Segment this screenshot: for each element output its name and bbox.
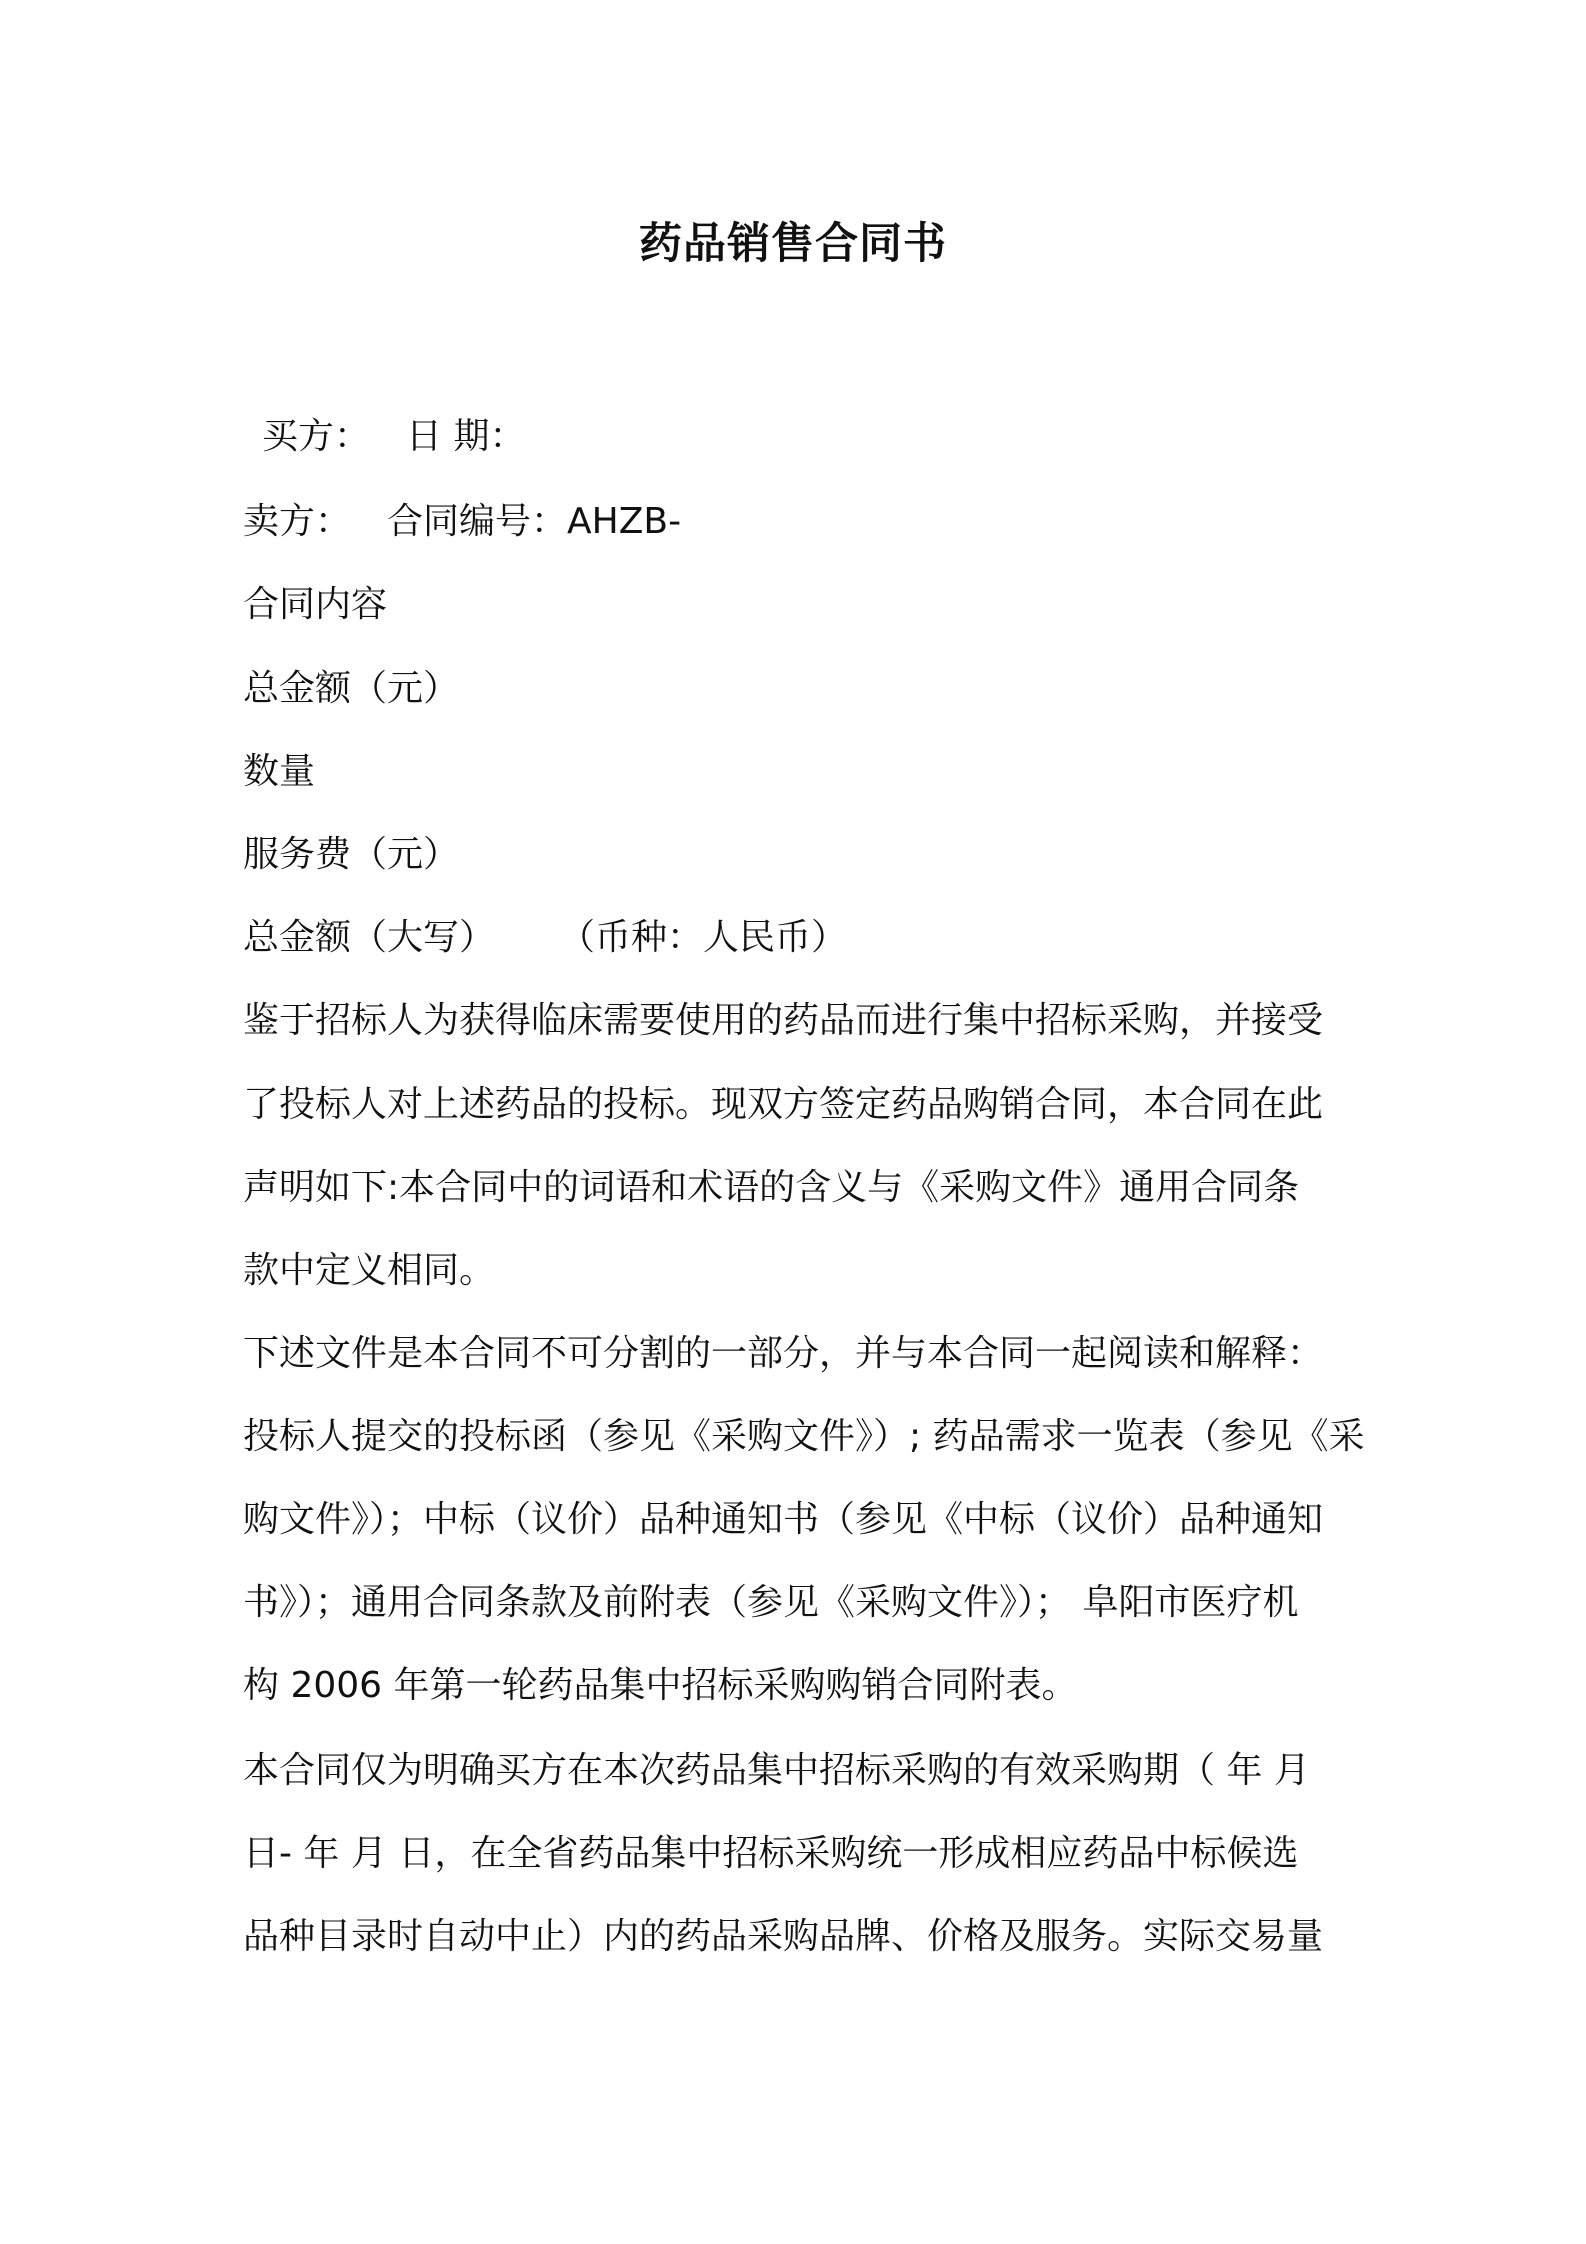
body-line-6: 投标人提交的投标函（参见《采购文件》）; 药品需求一览表（参见《采 <box>243 1416 1365 1457</box>
buyer-date-row <box>262 412 525 462</box>
body-line-1: 鉴于招标人为获得临床需要使用的药品而进行集中招标采购，并接受 <box>243 1000 1324 1041</box>
body-line-5: 下述文件是本合同不可分割的一部分，并与本合同一起阅读和解释： <box>243 1333 1324 1374</box>
total-amount-caps-row <box>243 913 847 963</box>
buyer-label: 买方： <box>262 416 371 457</box>
body-line-4: 款中定义相同。 <box>243 1250 496 1291</box>
seller-label: 卖方： <box>243 501 352 542</box>
body-line-2: 了投标人对上述药品的投标。现双方签定药品购销合同，本合同在此 <box>243 1084 1324 1125</box>
date-label: 日 期： <box>406 416 526 457</box>
contract-content-label: 合同内容 <box>243 584 388 625</box>
total-amount-caps-label: 总金额（大写） <box>243 917 496 958</box>
contract-number-label: 合同编号：AHZB- <box>387 501 682 542</box>
body-line-12: 品种目录时自动中止）内的药品采购品牌、价格及服务。实际交易量 <box>243 1916 1324 1957</box>
body-line-10: 本合同仅为明确买方在本次药品集中招标采购的有效采购期（ 年 月 <box>243 1750 1310 1791</box>
body-line-8: 书》）；通用合同条款及前附表（参见《采购文件》）； 阜阳市医疗机 <box>243 1582 1299 1623</box>
currency-label: （币种：人民币） <box>559 917 848 958</box>
body-line-3: 声明如下:本合同中的词语和术语的含义与《采购文件》通用合同条 <box>243 1167 1300 1208</box>
body-line-7: 购文件》）；中标（议价）品种通知书（参见《中标（议价）品种通知 <box>243 1499 1324 1540</box>
body-line-9: 构 2006 年第一轮药品集中招标采购购销合同附表。 <box>243 1665 1078 1706</box>
body-line-11: 日- 年 月 日，在全省药品集中招标采购统一形成相应药品中标候选 <box>243 1833 1299 1874</box>
service-fee-label: 服务费（元） <box>243 834 460 875</box>
page-title: 药品销售合同书 <box>639 219 947 269</box>
seller-contract-row <box>243 497 681 547</box>
total-amount-label: 总金额（元） <box>243 668 460 709</box>
quantity-label: 数量 <box>243 751 316 792</box>
